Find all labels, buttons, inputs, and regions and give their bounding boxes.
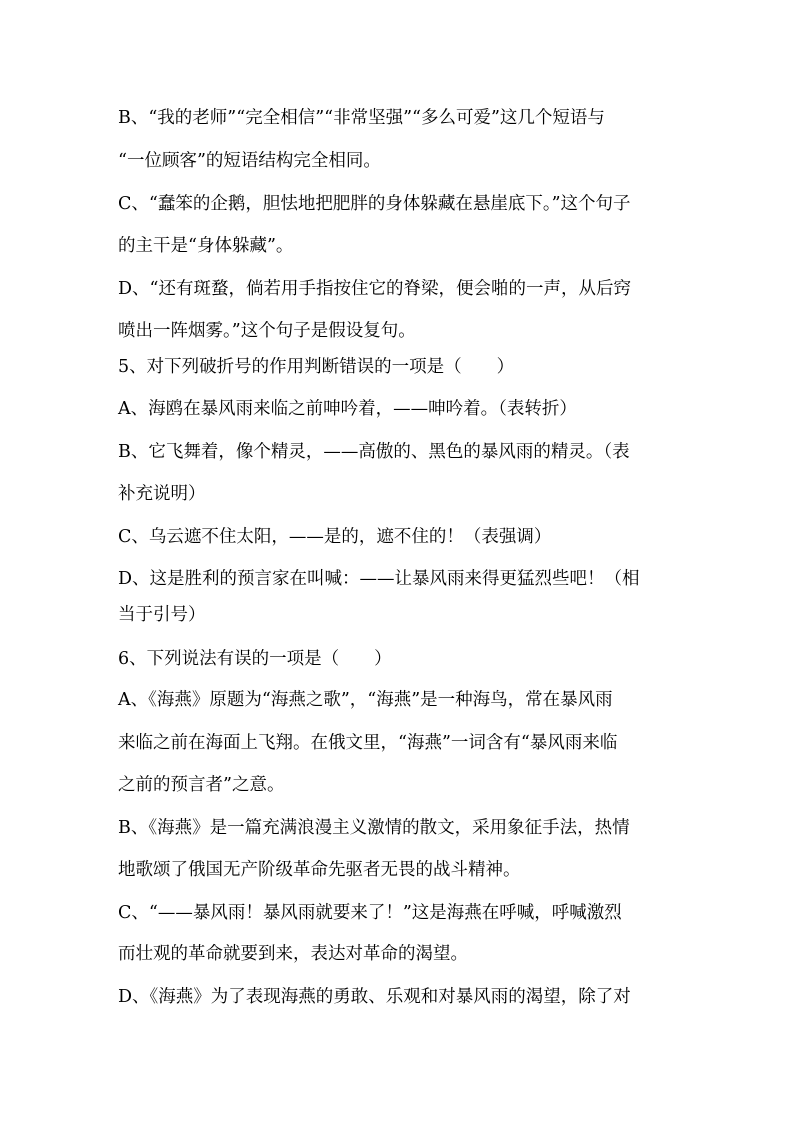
text-line: 的主干是“身体躲藏”。 (118, 236, 294, 256)
text-line: D、“还有斑蝥，倘若用手指按住它的脊梁，便会啪的一声，从后窍 (118, 279, 631, 299)
option-line: A、海鸥在暴风雨来临之前呻吟着，——呻吟着。（表转折） (118, 399, 577, 419)
option-line: B、《海燕》是一篇充满浪漫主义激情的散文，采用象征手法，热情 (118, 818, 630, 838)
text-line: 之前的预言者”之意。 (118, 775, 285, 795)
question-6-heading: 6、下列说法有误的一项是（ ） (118, 649, 392, 669)
text-line: B、“我的老师”“完全相信”“非常坚强”“多么可爱”这几个短语与 (118, 108, 605, 128)
text-line: 而壮观的革命就要到来，表达对革命的渴望。 (118, 944, 468, 964)
text-line: 补充说明） (118, 484, 206, 504)
question-5-heading: 5、对下列破折号的作用判断错误的一项是（ ） (118, 357, 515, 377)
text-line: C、“蠢笨的企鹅，胆怯地把肥胖的身体躲藏在悬崖底下。”这个句子 (118, 194, 631, 214)
option-line: A、《海燕》原题为“海燕之歌”，“海燕”是一种海鸟，常在暴风雨 (118, 690, 613, 710)
option-line: B、它飞舞着，像个精灵，——高傲的、黑色的暴风雨的精灵。（表 (118, 442, 630, 462)
option-line: C、“——暴风雨！暴风雨就要来了！”这是海燕在呼喊，呼喊激烈 (118, 903, 622, 923)
text-line: 地歌颂了俄国无产阶级革命先驱者无畏的战斗精神。 (118, 860, 521, 880)
text-line: “一位顾客”的短语结构完全相同。 (118, 151, 381, 171)
text-line: 当于引号） (118, 605, 206, 625)
option-line: C、乌云遮不住太阳，——是的，遮不住的！（表强调） (118, 527, 552, 547)
option-line: D、《海燕》为了表现海燕的勇敢、乐观和对暴风雨的渴望，除了对 (118, 987, 631, 1007)
option-line: D、这是胜利的预言家在叫喊：——让暴风雨来得更猛烈些吧！（相 (118, 569, 640, 589)
text-line: 来临之前在海面上飞翔。在俄文里，“海燕”一词含有“暴风雨来临 (118, 733, 618, 753)
text-line: 喷出一阵烟雾。”这个句子是假设复句。 (118, 321, 416, 341)
